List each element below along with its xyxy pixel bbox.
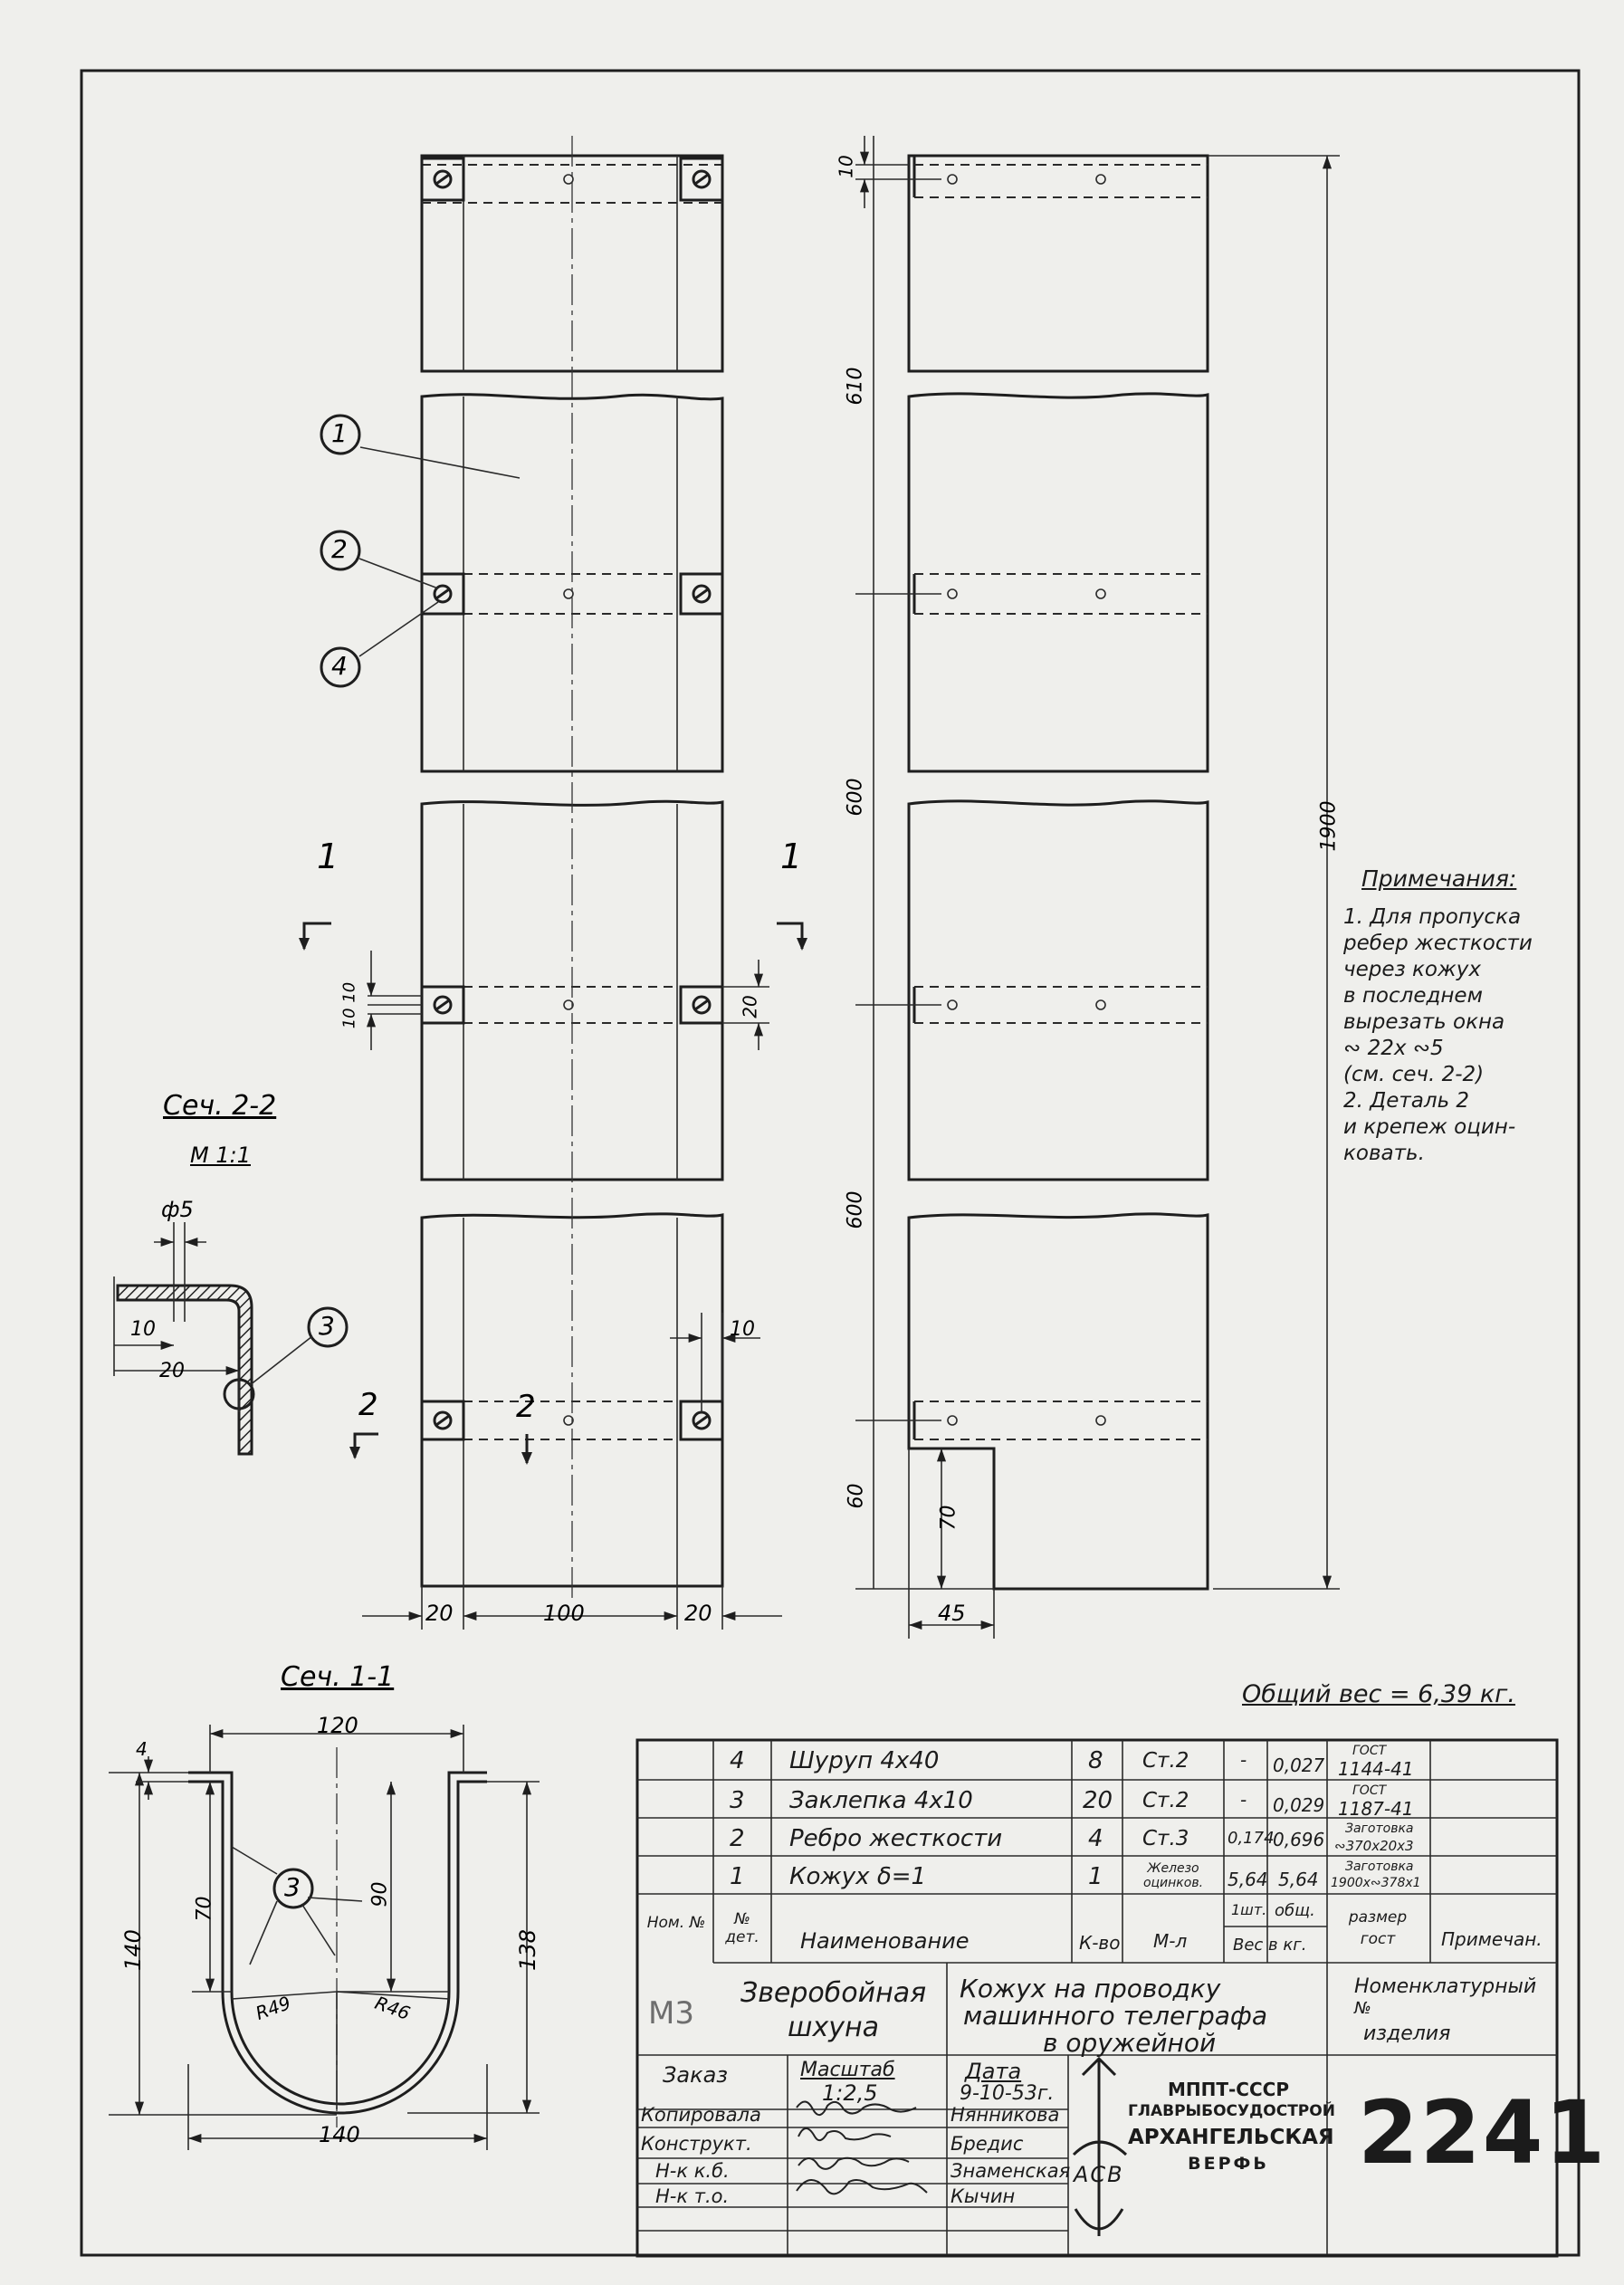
bom-mat: Ст.3 <box>1142 1827 1189 1850</box>
bom-w1: 5,64 <box>1228 1869 1268 1890</box>
bom-h-qty: К-во <box>1079 1932 1121 1954</box>
dim-r49: R49 <box>253 1991 294 2025</box>
bom-h-det: № дет. <box>725 1910 759 1946</box>
scale-label: Масштаб <box>800 2059 895 2081</box>
person-role: Копировала <box>641 2104 761 2126</box>
bom-w2: 0,029 <box>1273 1794 1325 1816</box>
signatures <box>789 2082 943 2209</box>
bom-mat: Железо оцинков. <box>1142 1861 1204 1890</box>
org-line: ВЕРФЬ <box>1188 2154 1269 2174</box>
section-1-1-title: Сеч. 1-1 <box>281 1661 395 1693</box>
order-label: Заказ <box>663 2062 729 2088</box>
bom-mat: Ст.2 <box>1142 1749 1189 1773</box>
bom-h-nom: Ном. № <box>646 1914 706 1932</box>
bom-h-size: размер гост <box>1348 1908 1408 1948</box>
bom-qty: 20 <box>1083 1787 1113 1814</box>
dim-60: 60 <box>845 1483 868 1509</box>
dim-138: 138 <box>514 1929 540 1971</box>
part-name: Кожух на проводку <box>960 1974 1221 2003</box>
note-line: ∾ 22х ∾5 <box>1343 1037 1444 1060</box>
bom-w2: 0,696 <box>1273 1829 1325 1850</box>
bom-size: ГОСТ <box>1352 1744 1387 1758</box>
scale-value: 1:2,5 <box>822 2080 878 2106</box>
bom-w2: 5,64 <box>1278 1869 1319 1890</box>
nomenclature: Номенклатурный <box>1354 1975 1537 1998</box>
bom-h-w2: общ. <box>1275 1901 1315 1920</box>
note-line: (см. сеч. 2-2) <box>1343 1063 1485 1086</box>
date-label: Дата <box>965 2059 1022 2084</box>
bom-size: 1900х∾378х1 <box>1331 1876 1421 1890</box>
dim-120: 120 <box>317 1713 358 1738</box>
dim-10-10: 10 10 <box>339 981 359 1029</box>
balloon-4: 4 <box>331 651 348 681</box>
dim-90: 90 <box>368 1881 392 1907</box>
dim-1900: 1900 <box>1317 800 1341 852</box>
bom-name: Ребро жесткости <box>789 1825 1003 1852</box>
note-line: вырезать окна <box>1343 1010 1505 1034</box>
part-name: в оружейной <box>1043 2028 1217 2058</box>
balloon-2: 2 <box>331 534 348 564</box>
bom-h-name: Наименование <box>800 1928 970 1954</box>
section-2-2-scale: М 1:1 <box>190 1142 251 1168</box>
bom-size: Заготовка <box>1345 1860 1414 1874</box>
dim-70: 70 <box>193 1896 216 1922</box>
bom-no: 3 <box>730 1787 745 1814</box>
section-2-2-title: Сеч. 2-2 <box>163 1090 277 1122</box>
cut-mark-1-right: 1 <box>780 837 803 876</box>
dim-140-bottom: 140 <box>319 2122 360 2147</box>
bom-mat: Ст.2 <box>1142 1789 1189 1812</box>
person-name: Нянникова <box>951 2104 1060 2126</box>
logo-letters: АСВ <box>1074 2162 1124 2187</box>
note-line: ковать. <box>1343 1142 1425 1165</box>
vessel-name: Зверобойная <box>740 1977 927 2009</box>
bom-size: ГОСТ <box>1352 1783 1387 1798</box>
dim-100: 100 <box>543 1601 585 1626</box>
org-line: АРХАНГЕЛЬСКАЯ <box>1128 2126 1334 2149</box>
dim-20-right: 20 <box>684 1601 712 1626</box>
dim-20-left: 20 <box>425 1601 454 1626</box>
bom-w2: 0,027 <box>1273 1754 1325 1776</box>
bom-qty: 8 <box>1088 1747 1103 1774</box>
person-role: Конструкт. <box>641 2133 752 2155</box>
person-name: Кычин <box>951 2185 1016 2207</box>
dim-10-s22: 10 <box>130 1318 156 1341</box>
note-line: в последнем <box>1343 984 1483 1008</box>
notes-block <box>1343 865 1570 1167</box>
bom-size: 1187-41 <box>1338 1798 1414 1820</box>
cut-mark-2-mid: 2 <box>516 1389 536 1425</box>
bom-h-note: Примечан. <box>1441 1928 1543 1950</box>
person-role: Н-к т.о. <box>655 2185 730 2207</box>
bom-w1: - <box>1240 1789 1247 1811</box>
bom-qty: 1 <box>1088 1863 1103 1890</box>
dim-4: 4 <box>136 1738 148 1760</box>
dim-70-side: 70 <box>937 1505 960 1531</box>
balloon-3b: 3 <box>284 1872 301 1902</box>
balloon-1: 1 <box>331 418 348 448</box>
note-line: ребер жесткости <box>1343 932 1533 955</box>
bom-w1: 0,174 <box>1228 1829 1275 1848</box>
bom-qty: 4 <box>1088 1825 1103 1852</box>
cut-mark-2-left: 2 <box>358 1387 378 1423</box>
dim-600-b: 600 <box>844 1190 867 1229</box>
bom-no: 1 <box>730 1863 745 1890</box>
dim-phi5: ф5 <box>161 1197 194 1222</box>
cut-mark-1-left: 1 <box>317 837 339 876</box>
bom-h-mat: М-л <box>1153 1930 1188 1952</box>
bom-size: ∾370х20х3 <box>1334 1838 1414 1854</box>
total-weight: Общий вес = 6,39 кг. <box>1242 1680 1515 1708</box>
person-name: Бредис <box>951 2133 1024 2155</box>
drawing-number: 2241 <box>1358 2082 1608 2184</box>
dim-610: 610 <box>844 367 867 406</box>
date-value: 9-10-53г. <box>960 2082 1055 2105</box>
dim-140-left: 140 <box>119 1929 146 1971</box>
notes-title: Примечания: <box>1361 865 1517 892</box>
bom-size: Заготовка <box>1345 1821 1414 1836</box>
dim-20-rib: 20 <box>739 995 761 1018</box>
organization <box>1128 2079 1335 2175</box>
person-name: Знаменская <box>951 2160 1071 2182</box>
bom-w1: - <box>1240 1749 1247 1771</box>
nomenclature: № <box>1354 1999 1371 2018</box>
dim-r46: R46 <box>372 1991 414 2025</box>
person-role: Н-к к.б. <box>655 2160 730 2182</box>
note-line: через кожух <box>1343 958 1481 981</box>
note-line: и крепеж оцин- <box>1343 1115 1516 1139</box>
note-line: 1. Для пропуска <box>1343 905 1522 929</box>
bom-no: 4 <box>730 1747 745 1774</box>
bom-name: Заклепка 4х10 <box>789 1787 973 1814</box>
org-line: МППТ-СССР <box>1167 2079 1289 2100</box>
dim-10-top: 10 <box>835 155 857 178</box>
bom-name: Кожух δ=1 <box>789 1863 927 1890</box>
bom-no: 2 <box>730 1825 745 1852</box>
dim-600-a: 600 <box>844 778 867 817</box>
note-line: 2. Деталь 2 <box>1343 1089 1470 1113</box>
org-line: ГЛАВРЫБОСУДОСТРОЙ <box>1128 2102 1335 2120</box>
part-name: машинного телеграфа <box>963 2001 1267 2031</box>
vessel-type: шхуна <box>788 2012 879 2043</box>
stamp-m3: М3 <box>648 1995 694 2032</box>
dim-20-s22: 20 <box>159 1360 185 1382</box>
bom-h-weight: Вес в кг. <box>1233 1936 1307 1955</box>
bom-size: 1144-41 <box>1338 1758 1414 1780</box>
balloon-3: 3 <box>319 1311 335 1341</box>
nomenclature: изделия <box>1363 2022 1451 2045</box>
bom-name: Шуруп 4х40 <box>789 1747 940 1774</box>
bom-h-w1: 1шт. <box>1231 1901 1267 1918</box>
dim-10-rib: 10 <box>730 1318 755 1341</box>
dim-45: 45 <box>938 1601 966 1626</box>
